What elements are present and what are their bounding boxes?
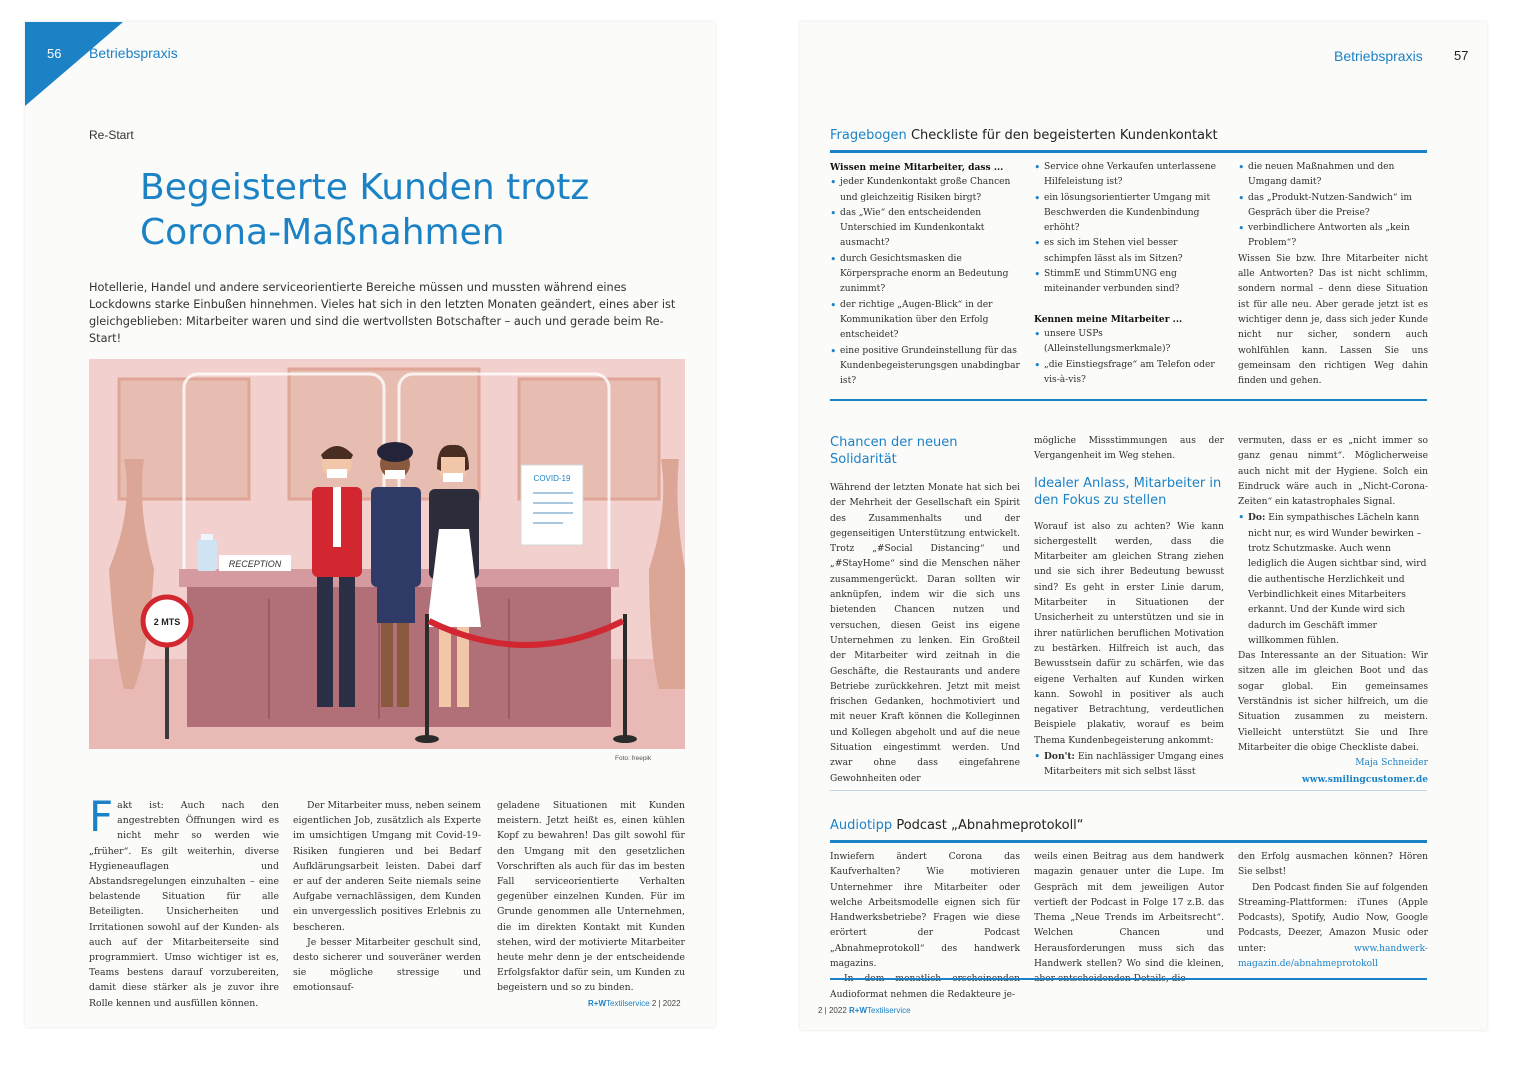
checklist-column-1 [830,160,1020,389]
audiotipp-column-1-paragraph-2: Audioformat nehmen die Redakteure je- [830,989,1016,1000]
body-column-2-paragraph-1: Der Mitarbeiter muss, neben seinem eigentlichen Job, zusätzlich als Experte im umsichtigen Umgang mit Covid-19-Risiken fungieren und bei Bedarf Aufklärungsarbeit leisten. Dabei darf er auf der anderen Seite niemals seine Aufgabe vernachlässigen, dem Kunden ein unvergesslich positives Erlebnis zu bescheren. [293,800,481,933]
audiotipp-separator [830,790,1427,791]
checklist-list-1 [830,175,1020,389]
list-item: • das „Wie“ den entscheidenden Unterschied im Kundenkontakt ausmacht? [830,206,1020,252]
list-item: • Service ohne Verkaufen unterlassene Hilfeleistung ist? [1034,160,1222,191]
list-item: • der richtige „Augen-Blick“ in der Kommunikation über den Erfolg entscheidet? [830,298,1020,344]
body-column-1 [89,792,279,1011]
footer-left [588,999,681,1008]
list-item [1238,510,1428,649]
checklist-label: Fragebogen [830,128,907,143]
checklist-list-3 [1238,160,1428,252]
section-label-right: Betriebspraxis [1334,48,1423,64]
list-item: • es sich im Stehen viel besser schimpfen lässt als im Sitzen? [1034,236,1222,267]
article-column-2-text: Worauf ist also zu achten? Wie kann sichergestellt werden, dass die Mitarbeiter am gleichen Strang ziehen und sie sich ihrer Bedeutung bewusst sind? Es geht in erster Linie darum, Mitarbeiter in Situationen der Unsicherheit zu unterstützen und sie in ihrer natürlichen beruflichen Motivation zu bestärken. Hilfreich ist auch, das Bewusstsein dafür zu schärfen, wie das eigene Verhalten auf Kunden wirken kann. Sowohl in positiver als auch negativer Betrachtung, verdeutlichen Beispiele plakativ, worauf es beim Thema Kundenbegeisterung ankommt: [1034,521,1224,746]
list-item: • verbindlichere Antworten als „kein Problem“? [1238,221,1428,252]
author-url[interactable]: www.smilingcustomer.de [1301,773,1428,785]
list-item: • unsere USPs (Alleinstellungsmerkmale)? [1034,327,1222,358]
checklist-column-2 [1034,160,1222,388]
body-column-2 [293,798,481,996]
checklist-top-rule [830,150,1427,153]
article-column-3-text: Das Interessante an der Situation: Wir sitzen alle im gleichen Boot und das sogar global. Ein gemeinsames Verständnis ist sicher hilfreich, um die Situation zusammen zu meistern. Vielleicht unterstützt Sie und Ihre Mitarbeiter die obige Checkliste dabei. [1238,651,1428,753]
reception-illustration [89,359,685,749]
article-column-2 [1034,434,1224,781]
footer-text-left: Textilservice [606,999,650,1008]
footer-right [818,1006,911,1015]
right-page [800,22,1487,1030]
sign-distance: 2 MTS [153,617,181,627]
checklist-title: Checkliste für den begeisterten Kundenkontakt [910,128,1218,143]
checklist-bottom-rule [830,399,1427,401]
list-item: • jeder Kundenkontakt große Chancen und gleichzeitig Risiken birgt? [830,175,1020,206]
audiotipp-column-2-text: weils einen Beitrag aus dem handwerk magazin genauer unter die Lupe. Im Gespräch mit dem jeweiligen Autor vertieft der Podcast in Folge 17 z.B. das Thema „Neue Trends im Arbeitsrecht“. Welchen Chancen und Herausforderungen muss sich das Handwerk stellen? Wo sind die kleinen, [1034,852,1224,970]
page-number-left: 56 [47,46,62,61]
audiotipp-bottom-rule [830,978,1427,980]
do-text: Ein sympathisches Lächeln kann nicht nur, es wird Wunder bewirken – trotz Schutzmaske. Auch wenn lediglich die Augen sichtbar sind, wird die authentische Herzlichkeit und Verbindlichkeit eines Mitarbeiters erkannt. Und der Kunde wird sich dadurch im Geschäft immer willkommen fühlen. [1248,513,1427,646]
audiotipp-label: Audiotipp [830,818,893,833]
list-item: • das „Produkt-Nutzen-Sandwich“ im Gespräch über die Preise? [1238,191,1428,222]
footer-brand-right: R+W [849,1006,868,1015]
body-column-1-text: akt ist: Auch nach den angestrebten Öffnungen wird es nicht mehr so werden wie „früher“. Es gilt weiterhin, diverse Hygieneauflagen und Abstandsregelungen einzuhalten – eine belastende Situation für alle Beteiligten. Unsicherheiten und Irritationen sowohl auf der Kunden- als auch auf der Mitarbeiterseite sind programmiert. Umso wichtiger ist es, Teams bestens darauf vorzubereiten, damit diese stärker als je zuvor ihre Rolle kennen und ausfüllen können. [89,800,279,1009]
author-name: Maja Schneider [1355,758,1428,769]
footer-brand-left: R+W [588,999,606,1008]
audiotipp-top-rule [830,840,1427,843]
article-column-1-text: Während der letzten Monate hat sich bei der Mehrheit der Gesellschaft ein Spirit des Zusammenhalts und der gegenseitigen Unterstützung entwickelt. Trotz „#Social Distancing“ und „#StayHome“ sind die Menschen näher zusammengerückt. Daran sollten wir anknüpfen, indem wir die sich uns bietenden Chancen nutzen und versuchen, diesen Geist ins eigene Unternehmen zu lenken. Ein Großteil der Mitarbeiter wird zeitnah in die Geschäfte, die Restaurants und andere Betriebe zurückkehren. Jetzt mit meist frischen Gedanken, hochmotiviert und mit neuer Kraft können die Kolleginnen und Kollegen abgeholt und auf die neue Situation eingestimmt werden. Und zwar ohne dass eingefahrene Gewohnheiten oder [830,483,1020,784]
checklist-column-3 [1238,160,1428,389]
checklist-header [830,128,1218,143]
article-headline [140,165,700,255]
list-item: • StimmE und StimmUNG eng miteinander verbunden sind? [1034,267,1222,298]
left-page [25,22,715,1027]
checklist-list-2b [1034,327,1222,388]
do-label: Do: [1248,512,1266,524]
audiotipp-platforms: Den Podcast finden Sie auf folgenden Streaming-Plattformen: iTunes (Apple Podcasts), Spotify, Audio Now, Google Podcasts, Deezer, Amazon Music oder unter: [1238,882,1428,954]
list-item: • durch Gesichtsmasken die Körpersprache enorm an Bedeutung zunimmt? [830,252,1020,298]
article-column-1 [830,434,1020,787]
article-column-2-top: mögliche Missstimmungen aus der Vergangenheit im Weg stehen. [1034,436,1224,462]
footer-issue-right: 2 | 2022 [818,1006,847,1015]
list-item: • „die Einstiegsfrage“ am Telefon oder vis-à-vis? [1034,358,1222,389]
audiotipp-column-3-paragraph-1: den Erfolg ausmachen können? Hören Sie selbst! [1238,852,1428,878]
footer-issue-left: 2 | 2022 [651,999,681,1008]
footer-text-right: Textilservice [867,1006,911,1015]
page-corner-triangle [25,22,123,106]
checklist-heading-2: Kennen meine Mitarbeiter ... [1034,313,1183,325]
checklist-list-2a [1034,160,1222,298]
audiotipp-header [830,818,1084,833]
headline-line-1: Begeisterte Kunden trotz [140,167,590,208]
drop-cap: F [89,792,114,841]
dont-text: Ein nachlässiger Umgang eines Mitarbeiters mit sich selbst lässt [1044,752,1224,778]
list-item [1034,749,1224,781]
section-label-left: Betriebspraxis [89,45,178,61]
sign-covid: COVID-19 [533,474,571,483]
article-kicker: Re-Start [89,128,134,142]
list-item: • eine positive Grundeinstellung für das Kundenbegeisterungsgen unabdingbar ist? [830,344,1020,390]
article-intro: Hotellerie, Handel und andere serviceorientierte Bereiche müssen und mussten während eines Lockdowns starke Einbußen hinnehmen. Vieles hat sich in den letzten Monaten geändert, eines aber ist gleichgeblieben: Mitarbeiter waren und sind die wertvollsten Botschafter – auch und gerade beim Re-Start! [89,281,676,345]
list-item: • ein lösungsorientierter Umgang mit Beschwerden die Kundenbindung erhöht? [1034,191,1222,237]
body-column-3: geladene Situationen mit Kunden meistern. Jetzt heißt es, einen kühlen Kopf zu bewahren! Das gilt sowohl für den Umgang mit den gesetzlichen Vorschriften als auch für das im besten Fall serviceorientierte Verhalten gegenüber einzelnen Kunden. Für im Grunde genommen alle Unternehmen, die im direkten Kontakt mit Kunden stehen, wird der motivierte Mitarbeiter heute mehr denn je der entscheidende Erfolgsfaktor dafür sein, um Kunden zu begeistern und so zu binden. [497,800,685,994]
page-number-right: 57 [1454,48,1469,63]
audiotipp-column-3-paragraph-2 [1238,881,1428,973]
audiotipp-column-3 [1238,850,1428,972]
subheading-solidarity: Chancen der neuen Solidarität [830,435,958,467]
list-item: • die neuen Maßnahmen und den Umgang damit? [1238,160,1428,191]
do-list [1238,510,1428,649]
audiotipp-column-1 [830,850,1020,1003]
article-column-3-top: vermuten, dass er es „nicht immer so ganz genau nimmt“. Möglicherweise auch nicht mit der Hygiene. Solch ein Eindruck wäre auch in „Nicht-Corona-Zeiten“ ein katastrophales Signal. [1238,436,1428,508]
checklist-heading-1: Wissen meine Mitarbeiter, dass ... [830,162,1004,173]
body-column-2-paragraph-2: Je besser Mitarbeiter geschult sind, desto sicherer und souveräner werden sie mögliche stressige und emotionsauf- [293,936,481,994]
audiotipp-column-2 [1034,850,1224,988]
audiotipp-column-1-paragraph-1: Inwiefern ändert Corona das Kaufverhalten? Wie motivieren Unternehmer ihre Mitarbeiter oder welche Arbeitsmodelle eignen sich für Handwerksbetriebe? Fragen wie diese erörtert der Podcast „Abnahmeprotokoll“ des handwerk magazins. [830,852,1020,970]
sign-reception: RECEPTION [228,559,282,569]
podcast-link[interactable]: www.handwerk-magazin.de/abnahmeprotokoll [1238,943,1428,970]
headline-line-2: Corona-Maßnahmen [140,212,505,253]
article-column-3 [1238,434,1428,787]
dont-list [1034,749,1224,781]
subheading-focus: Idealer Anlass, Mitarbeiter in den Fokus zu stellen [1034,475,1222,508]
checklist-closing-text: Wissen Sie bzw. Ihre Mitarbeiter nicht alle Antworten? Das ist nicht schlimm, sondern normal – denn diese Situation ist für alle neu. Aber gerade jetzt ist es wichtiger denn je, dass sich jeder Kunde nicht nur sicher, sondern auch wohlfühlen kann. Lassen Sie uns gemeinsam den richtigen Weg dahin finden und gehen. [1238,253,1428,387]
photo-credit: Foto: freepik [615,755,652,762]
dont-label: Don't: [1044,751,1075,763]
audiotipp-title: Podcast „Abnahmeprotokoll“ [896,818,1084,833]
